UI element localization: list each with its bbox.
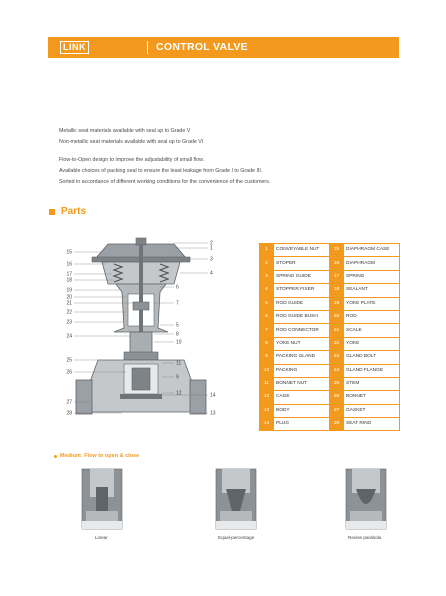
part-name: ROD — [344, 310, 400, 323]
revise-parabola-trim-image — [344, 467, 388, 531]
part-name: CAGE — [274, 391, 330, 404]
callout-number: 18 — [66, 277, 72, 284]
parts-table — [259, 243, 400, 431]
intro-line-1: Metallic seat materials available with seal up to Grade V — [59, 128, 191, 134]
callout-number: 21 — [66, 300, 72, 307]
part-number: 20 — [330, 310, 344, 323]
part-name: SCALE — [344, 324, 400, 337]
part-number: 11 — [260, 377, 274, 390]
part-name: YOKE PLATE — [344, 297, 400, 310]
table-row — [260, 391, 400, 404]
table-row — [260, 297, 400, 310]
part-number: 13 — [260, 404, 274, 417]
part-number: 23 — [330, 351, 344, 364]
part-number: 16 — [330, 257, 344, 270]
part-name: GLAND BOLT — [344, 351, 400, 364]
part-number: 7 — [260, 324, 274, 337]
feature-line-3: Sorted in accordance of different working conditions for the convenience of the customers. — [59, 179, 271, 185]
intro-line-2: Non-metallic seat materials available with seal up to Grade VI — [59, 139, 204, 145]
callout-number: 2 — [210, 240, 213, 247]
part-name: GASKET — [344, 404, 400, 417]
table-row — [260, 418, 400, 431]
bullet-icon — [54, 455, 57, 458]
callout-number: 6 — [176, 284, 179, 291]
part-name: DIAPHRAGM CASE — [344, 244, 400, 257]
part-name: YOKE — [344, 337, 400, 350]
part-name: SEAT RING — [344, 418, 400, 431]
part-number: 4 — [260, 284, 274, 297]
part-number: 2 — [260, 257, 274, 270]
callout-number: 11 — [176, 360, 182, 367]
part-name: STEM — [344, 377, 400, 390]
callout-number: 25 — [66, 357, 72, 364]
callout-number: 24 — [66, 333, 72, 340]
callout-number: 5 — [176, 322, 179, 329]
part-name: ROD GUIDE — [274, 297, 330, 310]
part-name: SEALANT — [344, 284, 400, 297]
caption-revise-parabola: Revise parabola — [348, 535, 382, 540]
table-row — [260, 244, 400, 257]
part-number: 22 — [330, 337, 344, 350]
parts-section-title: Parts — [61, 206, 87, 217]
part-number: 28 — [330, 418, 344, 431]
part-number: 19 — [330, 297, 344, 310]
part-name: CONVEYABLE NUT — [274, 244, 330, 257]
callout-number: 14 — [210, 392, 216, 399]
part-name: STOPPER FIXER — [274, 284, 330, 297]
table-row — [260, 310, 400, 323]
part-name: ROD CONNECTOR — [274, 324, 330, 337]
callout-number: 8 — [176, 331, 179, 338]
part-name: PACKING — [274, 364, 330, 377]
part-number: 10 — [260, 364, 274, 377]
part-name: YOKE NUT — [274, 337, 330, 350]
part-number: 26 — [330, 391, 344, 404]
part-number: 18 — [330, 284, 344, 297]
table-row — [260, 257, 400, 270]
medium-title: Medium: Flow to open & close — [60, 453, 140, 459]
table-row — [260, 337, 400, 350]
part-number: 27 — [330, 404, 344, 417]
part-name: GLAND FLANGE — [344, 364, 400, 377]
callout-number: 28 — [66, 410, 72, 417]
linear-trim-image — [80, 467, 124, 531]
part-name: STOPER — [274, 257, 330, 270]
part-name: DIAPHRAGM — [344, 257, 400, 270]
feature-line-1: Flow-to-Open design to improve the adjustability of small flow. — [59, 157, 205, 163]
callout-number: 27 — [66, 399, 72, 406]
callout-number: 13 — [210, 410, 216, 417]
page-title: CONTROL VALVE — [156, 41, 248, 53]
table-row — [260, 404, 400, 417]
brand-logo: LINK — [60, 41, 89, 54]
table-row — [260, 351, 400, 364]
part-number: 14 — [260, 418, 274, 431]
valve-cross-section-drawing — [62, 236, 220, 422]
part-name: ROD GUIDE BUSH — [274, 310, 330, 323]
header-divider — [147, 41, 148, 54]
header-bar — [48, 37, 399, 58]
table-row — [260, 364, 400, 377]
part-name: SPRING GUIDE — [274, 270, 330, 283]
callout-number: 23 — [66, 319, 72, 326]
part-number: 21 — [330, 324, 344, 337]
part-name: PLUG — [274, 418, 330, 431]
part-name: PACKING GLAND — [274, 351, 330, 364]
part-number: 8 — [260, 337, 274, 350]
part-number: 15 — [330, 244, 344, 257]
callout-number: 20 — [66, 294, 72, 301]
caption-linear: Linear — [95, 535, 108, 540]
feature-line-2: Available choices of packing seal to ensure the least leakage from Grade I to Grade III. — [59, 168, 263, 174]
callout-number: 3 — [210, 256, 213, 263]
callout-number: 12 — [176, 390, 182, 397]
callout-number: 15 — [66, 249, 72, 256]
table-row — [260, 324, 400, 337]
part-name: BONNET — [344, 391, 400, 404]
table-row — [260, 284, 400, 297]
caption-equal-percentage: Equal-percentage — [218, 535, 255, 540]
callout-number: 7 — [176, 300, 179, 307]
part-number: 6 — [260, 310, 274, 323]
table-row — [260, 270, 400, 283]
part-number: 5 — [260, 297, 274, 310]
part-name: SPRING — [344, 270, 400, 283]
part-number: 25 — [330, 377, 344, 390]
table-row — [260, 377, 400, 390]
callout-number: 22 — [66, 309, 72, 316]
part-number: 3 — [260, 270, 274, 283]
part-number: 17 — [330, 270, 344, 283]
callout-number: 4 — [210, 270, 213, 277]
callout-number: 17 — [66, 271, 72, 278]
section-marker-icon — [49, 209, 55, 215]
part-name: BODY — [274, 404, 330, 417]
callout-number: 10 — [176, 339, 182, 346]
part-name: BONNET NUT — [274, 377, 330, 390]
callout-number: 19 — [66, 287, 72, 294]
part-number: 24 — [330, 364, 344, 377]
equal-percentage-trim-image — [214, 467, 258, 531]
part-number: 1 — [260, 244, 274, 257]
callout-number: 26 — [66, 369, 72, 376]
part-number: 12 — [260, 391, 274, 404]
part-number: 9 — [260, 351, 274, 364]
callout-number: 16 — [66, 261, 72, 268]
callout-number: 1 — [210, 245, 213, 252]
callout-number: 9 — [176, 374, 179, 381]
